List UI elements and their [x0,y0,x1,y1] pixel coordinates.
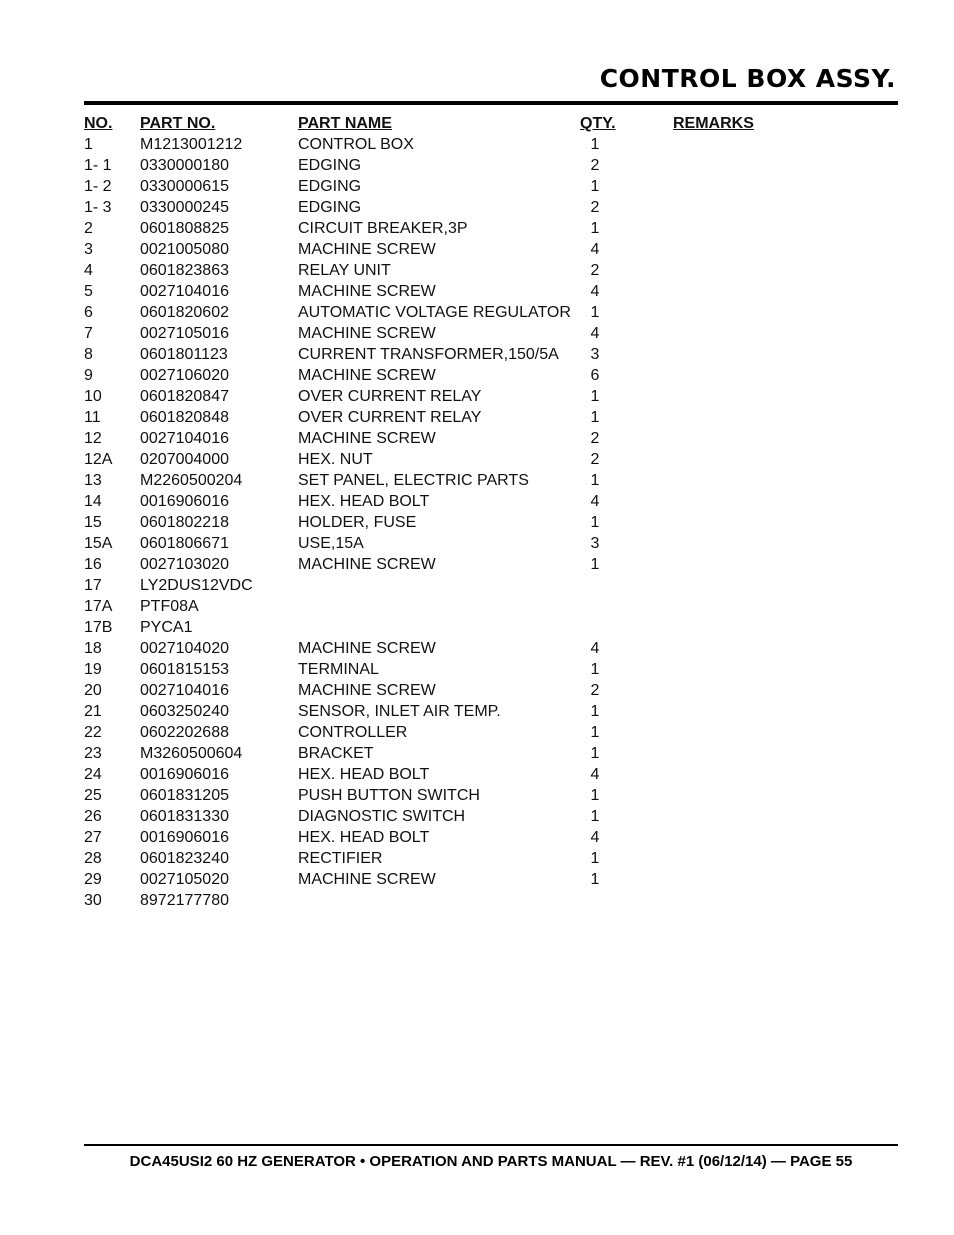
table-row [84,680,898,701]
table-row [84,869,898,890]
table-row [84,848,898,869]
part-name: TERMINAL [298,661,379,678]
item-number: 21 [84,703,102,720]
part-number: PYCA1 [140,619,193,636]
part-number: 0027104016 [140,283,229,300]
table-row [84,449,898,470]
quantity: 6 [590,367,600,384]
part-name: HOLDER, FUSE [298,514,417,531]
part-number: 0027104016 [140,430,229,447]
part-number: 0601808825 [140,220,229,237]
part-name: OVER CURRENT RELAY [298,388,482,405]
item-number: 4 [84,262,93,279]
part-name: MACHINE SCREW [298,871,436,888]
table-row [84,407,898,428]
quantity: 3 [590,535,600,552]
part-number: LY2DUS12VDC [140,577,253,594]
page-footer: DCA45USI2 60 HZ GENERATOR • OPERATION AND PARTS MANUAL — REV. #1 (06/12/14) — PAGE 55 [129,1153,853,1170]
part-name: MACHINE SCREW [298,325,436,342]
quantity: 1 [590,661,600,678]
part-number: 0601831330 [140,808,229,825]
table-row [84,386,898,407]
part-number: 0602202688 [140,724,229,741]
item-number: 3 [84,241,93,258]
table-row [84,701,898,722]
quantity: 1 [590,178,600,195]
table-row [84,575,898,596]
part-number: 0603250240 [140,703,229,720]
part-name: MACHINE SCREW [298,241,436,258]
item-number: 30 [84,892,102,909]
part-number: 0601815153 [140,661,229,678]
item-number: 2 [84,220,93,237]
item-number: 17B [84,619,113,636]
item-number: 9 [84,367,93,384]
table-row [84,743,898,764]
table-row [84,281,898,302]
item-number: 8 [84,346,93,363]
item-number: 16 [84,556,102,573]
part-number: 0601823240 [140,850,229,867]
table-row [84,197,898,218]
item-number: 14 [84,493,102,510]
part-name: EDGING [298,178,362,195]
table-row [84,134,898,155]
part-number: 0027104016 [140,682,229,699]
table-row [84,470,898,491]
item-number: 1- 1 [84,157,112,174]
table-row [84,365,898,386]
part-number: 0330000180 [140,157,229,174]
item-number: 1- 2 [84,178,112,195]
part-number: 0207004000 [140,451,229,468]
table-row [84,638,898,659]
part-number: 0016906016 [140,829,229,846]
part-name: USE,15A [298,535,364,552]
item-number: 24 [84,766,102,783]
item-number: 20 [84,682,102,699]
part-number: 0016906016 [140,493,229,510]
part-number: M2260500204 [140,472,243,489]
table-row [84,596,898,617]
item-number: 15 [84,514,102,531]
quantity: 4 [590,325,600,342]
part-number: 0601820848 [140,409,229,426]
item-number: 13 [84,472,102,489]
part-name: RELAY UNIT [298,262,391,279]
table-row [84,617,898,638]
part-name: OVER CURRENT RELAY [298,409,482,426]
part-name: SENSOR, INLET AIR TEMP. [298,703,501,720]
table-row [84,344,898,365]
column-header-no: NO. [84,115,113,132]
quantity: 1 [590,472,600,489]
part-number: 0330000245 [140,199,229,216]
column-header-qty: QTY. [580,115,616,132]
quantity: 1 [590,745,600,762]
table-row [84,155,898,176]
column-header-part-no: PART NO. [140,115,216,132]
part-number: 0601831205 [140,787,229,804]
part-number: PTF08A [140,598,199,615]
part-number: 0027105020 [140,871,229,888]
part-name: DIAGNOSTIC SWITCH [298,808,466,825]
column-header-part-name: PART NAME [298,115,392,132]
part-number: 0027106020 [140,367,229,384]
part-name: HEX. HEAD BOLT [298,766,430,783]
item-number: 1 [84,136,93,153]
part-name: MACHINE SCREW [298,367,436,384]
part-name: MACHINE SCREW [298,556,436,573]
table-row [84,260,898,281]
table-row [84,722,898,743]
part-name: EDGING [298,157,362,174]
quantity: 1 [590,220,600,237]
quantity: 4 [590,493,600,510]
item-number: 5 [84,283,93,300]
quantity: 1 [590,556,600,573]
table-row [84,428,898,449]
item-number: 29 [84,871,102,888]
item-number: 1- 3 [84,199,112,216]
part-name: PUSH BUTTON SWITCH [298,787,480,804]
item-number: 12 [84,430,102,447]
title-rule [84,101,898,105]
part-name: CONTROL BOX [298,136,414,153]
item-number: 22 [84,724,102,741]
part-number: 0027105016 [140,325,229,342]
quantity: 2 [590,262,600,279]
quantity: 2 [590,199,600,216]
item-number: 23 [84,745,102,762]
part-number: 0021005080 [140,241,229,258]
table-row [84,764,898,785]
table-row [84,554,898,575]
part-number: 0601806671 [140,535,229,552]
part-number: 0601820602 [140,304,229,321]
quantity: 1 [590,409,600,426]
quantity: 1 [590,787,600,804]
part-number: 0601802218 [140,514,229,531]
footer-rule [84,1144,898,1146]
item-number: 12A [84,451,113,468]
item-number: 7 [84,325,93,342]
part-name: AUTOMATIC VOLTAGE REGULATOR [298,304,571,321]
quantity: 4 [590,241,600,258]
quantity: 2 [590,157,600,174]
part-number: M3260500604 [140,745,243,762]
table-row [84,890,898,911]
part-number: 0601801123 [140,346,228,363]
quantity: 1 [590,871,600,888]
item-number: 19 [84,661,102,678]
part-number: 0601823863 [140,262,229,279]
part-name: RECTIFIER [298,850,383,867]
quantity: 4 [590,829,600,846]
part-number: 0016906016 [140,766,229,783]
item-number: 27 [84,829,102,846]
part-name: HEX. HEAD BOLT [298,829,430,846]
item-number: 11 [84,409,101,426]
part-number: 0027103020 [140,556,229,573]
part-number: 8972177780 [140,892,229,909]
table-row [84,491,898,512]
item-number: 17 [84,577,102,594]
table-row [84,659,898,680]
quantity: 4 [590,766,600,783]
table-row [84,533,898,554]
table-row [84,239,898,260]
parts-list-header [84,113,898,134]
item-number: 15A [84,535,113,552]
part-name: HEX. NUT [298,451,373,468]
parts-list-rows [84,134,898,911]
quantity: 1 [590,304,600,321]
item-number: 17A [84,598,113,615]
page-title: CONTROL BOX ASSY. [599,64,896,93]
item-number: 26 [84,808,102,825]
part-name: EDGING [298,199,362,216]
part-name: MACHINE SCREW [298,682,436,699]
table-row [84,323,898,344]
part-name: CURRENT TRANSFORMER,150/5A [298,346,559,363]
item-number: 10 [84,388,102,405]
part-name: CONTROLLER [298,724,408,741]
part-name: BRACKET [298,745,374,762]
item-number: 6 [84,304,93,321]
item-number: 28 [84,850,102,867]
quantity: 1 [590,703,600,720]
quantity: 1 [590,724,600,741]
quantity: 3 [590,346,600,363]
part-name: SET PANEL, ELECTRIC PARTS [298,472,529,489]
quantity: 1 [590,850,600,867]
quantity: 1 [590,388,600,405]
part-name: MACHINE SCREW [298,640,436,657]
column-header-remarks: REMARKS [673,115,754,132]
item-number: 18 [84,640,102,657]
quantity: 4 [590,283,600,300]
part-name: MACHINE SCREW [298,283,436,300]
part-name: CIRCUIT BREAKER,3P [298,220,468,237]
table-row [84,512,898,533]
quantity: 1 [590,514,600,531]
part-number: 0330000615 [140,178,229,195]
item-number: 25 [84,787,102,804]
part-number: 0027104020 [140,640,229,657]
table-row [84,806,898,827]
table-row [84,218,898,239]
quantity: 2 [590,430,600,447]
quantity: 2 [590,682,600,699]
quantity: 4 [590,640,600,657]
part-number: 0601820847 [140,388,229,405]
quantity: 1 [590,136,600,153]
quantity: 1 [590,808,600,825]
quantity: 2 [590,451,600,468]
table-row [84,176,898,197]
table-row [84,785,898,806]
table-row [84,302,898,323]
parts-list [84,113,898,911]
table-row [84,827,898,848]
part-name: HEX. HEAD BOLT [298,493,430,510]
part-number: M1213001212 [140,136,243,153]
part-name: MACHINE SCREW [298,430,436,447]
